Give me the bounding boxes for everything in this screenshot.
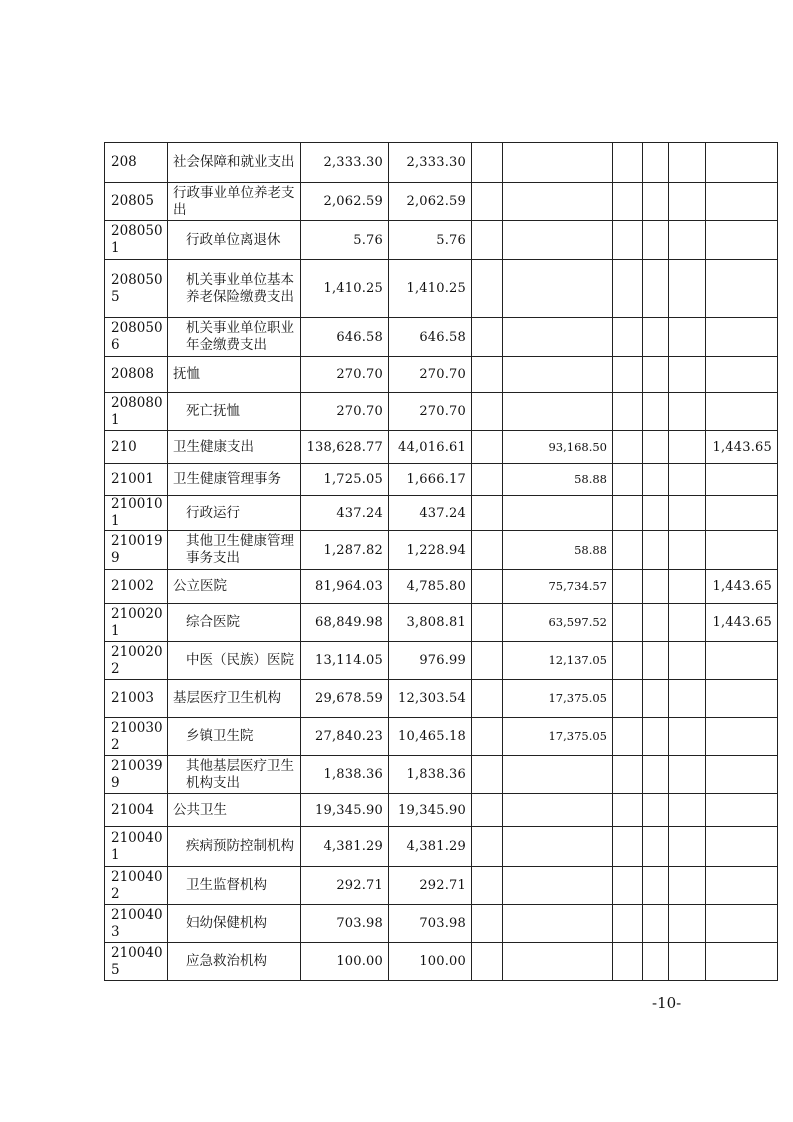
col3-cell <box>472 221 503 260</box>
table-row <box>105 570 778 604</box>
col2-cell: 3,808.81 <box>389 604 472 642</box>
table-row <box>105 905 778 943</box>
col7-cell <box>669 794 706 827</box>
total-cell: 27,840.23 <box>301 718 389 756</box>
name-cell: 行政运行 <box>168 496 301 531</box>
col7-cell <box>669 431 706 464</box>
col4-cell <box>503 827 613 867</box>
code-cell: 2080506 <box>105 318 168 357</box>
table-row <box>105 221 778 260</box>
col6-cell <box>643 393 669 431</box>
col6-cell <box>643 357 669 393</box>
col6-cell <box>643 642 669 680</box>
col3-cell <box>472 905 503 943</box>
col6-cell <box>643 794 669 827</box>
total-cell: 646.58 <box>301 318 389 357</box>
col8-cell: 1,443.65 <box>706 570 778 604</box>
col3-cell <box>472 496 503 531</box>
code-cell: 20808 <box>105 357 168 393</box>
code-cell: 21004 <box>105 794 168 827</box>
col3-cell <box>472 143 503 183</box>
table-row <box>105 318 778 357</box>
col6-cell <box>643 570 669 604</box>
total-cell: 1,410.25 <box>301 260 389 318</box>
col2-cell: 10,465.18 <box>389 718 472 756</box>
col5-cell <box>613 464 643 496</box>
total-cell: 270.70 <box>301 357 389 393</box>
col4-cell <box>503 496 613 531</box>
col7-cell <box>669 756 706 794</box>
col5-cell <box>613 496 643 531</box>
col7-cell <box>669 260 706 318</box>
col8-cell <box>706 943 778 981</box>
code-cell: 2100405 <box>105 943 168 981</box>
col2-cell: 703.98 <box>389 905 472 943</box>
total-cell: 19,345.90 <box>301 794 389 827</box>
col5-cell <box>613 318 643 357</box>
code-cell: 2100202 <box>105 642 168 680</box>
col3-cell <box>472 183 503 221</box>
col7-cell <box>669 393 706 431</box>
col8-cell <box>706 357 778 393</box>
code-cell: 2100401 <box>105 827 168 867</box>
code-cell: 2100199 <box>105 531 168 570</box>
col4-cell: 17,375.05 <box>503 680 613 718</box>
table-body <box>105 143 778 981</box>
code-cell: 2100302 <box>105 718 168 756</box>
name-cell: 卫生健康管理事务 <box>168 464 301 496</box>
code-cell: 2100201 <box>105 604 168 642</box>
name-cell: 其他基层医疗卫生机构支出 <box>168 756 301 794</box>
col6-cell <box>643 318 669 357</box>
col2-cell: 2,062.59 <box>389 183 472 221</box>
name-cell: 其他卫生健康管理事务支出 <box>168 531 301 570</box>
col7-cell <box>669 718 706 756</box>
col8-cell <box>706 318 778 357</box>
total-cell: 1,287.82 <box>301 531 389 570</box>
col8-cell <box>706 496 778 531</box>
col6-cell <box>643 604 669 642</box>
col8-cell <box>706 718 778 756</box>
name-cell: 基层医疗卫生机构 <box>168 680 301 718</box>
col3-cell <box>472 318 503 357</box>
table-row <box>105 531 778 570</box>
col7-cell <box>669 531 706 570</box>
table-row <box>105 794 778 827</box>
col7-cell <box>669 183 706 221</box>
col4-cell <box>503 183 613 221</box>
col5-cell <box>613 431 643 464</box>
col7-cell <box>669 867 706 905</box>
budget-table <box>104 142 778 981</box>
col4-cell: 58.88 <box>503 531 613 570</box>
col4-cell: 58.88 <box>503 464 613 496</box>
name-cell: 社会保障和就业支出 <box>168 143 301 183</box>
col5-cell <box>613 680 643 718</box>
col6-cell <box>643 905 669 943</box>
col3-cell <box>472 827 503 867</box>
col7-cell <box>669 318 706 357</box>
col7-cell <box>669 905 706 943</box>
col3-cell <box>472 393 503 431</box>
col5-cell <box>613 905 643 943</box>
name-cell: 应急救治机构 <box>168 943 301 981</box>
total-cell: 4,381.29 <box>301 827 389 867</box>
col5-cell <box>613 143 643 183</box>
table-row <box>105 827 778 867</box>
col7-cell <box>669 827 706 867</box>
col4-cell <box>503 221 613 260</box>
code-cell: 210 <box>105 431 168 464</box>
col8-cell <box>706 260 778 318</box>
total-cell: 2,333.30 <box>301 143 389 183</box>
col4-cell <box>503 260 613 318</box>
col4-cell <box>503 867 613 905</box>
col6-cell <box>643 431 669 464</box>
code-cell: 208 <box>105 143 168 183</box>
col5-cell <box>613 943 643 981</box>
col7-cell <box>669 943 706 981</box>
col2-cell: 1,666.17 <box>389 464 472 496</box>
name-cell: 行政事业单位养老支出 <box>168 183 301 221</box>
code-cell: 21003 <box>105 680 168 718</box>
col5-cell <box>613 867 643 905</box>
total-cell: 13,114.05 <box>301 642 389 680</box>
name-cell: 疾病预防控制机构 <box>168 827 301 867</box>
col6-cell <box>643 183 669 221</box>
table-row <box>105 943 778 981</box>
col4-cell <box>503 905 613 943</box>
col2-cell: 437.24 <box>389 496 472 531</box>
name-cell: 公立医院 <box>168 570 301 604</box>
col3-cell <box>472 756 503 794</box>
total-cell: 138,628.77 <box>301 431 389 464</box>
col4-cell <box>503 318 613 357</box>
table-row <box>105 260 778 318</box>
col2-cell: 4,785.80 <box>389 570 472 604</box>
total-cell: 1,725.05 <box>301 464 389 496</box>
table-row <box>105 183 778 221</box>
col8-cell <box>706 794 778 827</box>
col4-cell <box>503 143 613 183</box>
col4-cell: 93,168.50 <box>503 431 613 464</box>
total-cell: 5.76 <box>301 221 389 260</box>
col7-cell <box>669 570 706 604</box>
col4-cell: 75,734.57 <box>503 570 613 604</box>
col2-cell: 1,410.25 <box>389 260 472 318</box>
col5-cell <box>613 570 643 604</box>
col3-cell <box>472 531 503 570</box>
col4-cell: 12,137.05 <box>503 642 613 680</box>
col4-cell <box>503 756 613 794</box>
col6-cell <box>643 464 669 496</box>
name-cell: 乡镇卫生院 <box>168 718 301 756</box>
col3-cell <box>472 867 503 905</box>
col5-cell <box>613 827 643 867</box>
total-cell: 100.00 <box>301 943 389 981</box>
col6-cell <box>643 867 669 905</box>
col3-cell <box>472 642 503 680</box>
col2-cell: 44,016.61 <box>389 431 472 464</box>
total-cell: 1,838.36 <box>301 756 389 794</box>
col2-cell: 100.00 <box>389 943 472 981</box>
col2-cell: 976.99 <box>389 642 472 680</box>
col7-cell <box>669 221 706 260</box>
table-row <box>105 464 778 496</box>
name-cell: 卫生监督机构 <box>168 867 301 905</box>
name-cell: 公共卫生 <box>168 794 301 827</box>
col6-cell <box>643 143 669 183</box>
total-cell: 2,062.59 <box>301 183 389 221</box>
table-row <box>105 431 778 464</box>
col2-cell: 1,838.36 <box>389 756 472 794</box>
col7-cell <box>669 604 706 642</box>
col2-cell: 4,381.29 <box>389 827 472 867</box>
col6-cell <box>643 496 669 531</box>
col4-cell <box>503 794 613 827</box>
col3-cell <box>472 943 503 981</box>
col2-cell: 12,303.54 <box>389 680 472 718</box>
table-row <box>105 680 778 718</box>
total-cell: 29,678.59 <box>301 680 389 718</box>
code-cell: 20805 <box>105 183 168 221</box>
col5-cell <box>613 794 643 827</box>
col5-cell <box>613 183 643 221</box>
page-number: -10- <box>652 994 682 1012</box>
name-cell: 妇幼保健机构 <box>168 905 301 943</box>
code-cell: 2100101 <box>105 496 168 531</box>
col2-cell: 2,333.30 <box>389 143 472 183</box>
name-cell: 行政单位离退休 <box>168 221 301 260</box>
code-cell: 21002 <box>105 570 168 604</box>
col8-cell <box>706 642 778 680</box>
col6-cell <box>643 756 669 794</box>
col5-cell <box>613 642 643 680</box>
col3-cell <box>472 260 503 318</box>
table-row <box>105 143 778 183</box>
col7-cell <box>669 357 706 393</box>
col8-cell: 1,443.65 <box>706 604 778 642</box>
col3-cell <box>472 431 503 464</box>
col7-cell <box>669 680 706 718</box>
table-row <box>105 642 778 680</box>
col6-cell <box>643 221 669 260</box>
col3-cell <box>472 718 503 756</box>
col5-cell <box>613 756 643 794</box>
col5-cell <box>613 604 643 642</box>
col8-cell <box>706 183 778 221</box>
col7-cell <box>669 464 706 496</box>
name-cell: 机关事业单位职业年金缴费支出 <box>168 318 301 357</box>
name-cell: 综合医院 <box>168 604 301 642</box>
name-cell: 死亡抚恤 <box>168 393 301 431</box>
col5-cell <box>613 221 643 260</box>
col2-cell: 19,345.90 <box>389 794 472 827</box>
col8-cell <box>706 867 778 905</box>
col6-cell <box>643 827 669 867</box>
col6-cell <box>643 943 669 981</box>
table-row <box>105 867 778 905</box>
col5-cell <box>613 357 643 393</box>
col2-cell: 5.76 <box>389 221 472 260</box>
table-row <box>105 718 778 756</box>
col3-cell <box>472 464 503 496</box>
code-cell: 2100403 <box>105 905 168 943</box>
col8-cell <box>706 464 778 496</box>
total-cell: 68,849.98 <box>301 604 389 642</box>
col6-cell <box>643 680 669 718</box>
total-cell: 270.70 <box>301 393 389 431</box>
total-cell: 81,964.03 <box>301 570 389 604</box>
col7-cell <box>669 496 706 531</box>
total-cell: 703.98 <box>301 905 389 943</box>
col6-cell <box>643 260 669 318</box>
table-row <box>105 496 778 531</box>
col5-cell <box>613 718 643 756</box>
col4-cell <box>503 393 613 431</box>
col6-cell <box>643 718 669 756</box>
code-cell: 2080501 <box>105 221 168 260</box>
table-row <box>105 393 778 431</box>
col4-cell: 63,597.52 <box>503 604 613 642</box>
code-cell: 2100402 <box>105 867 168 905</box>
col2-cell: 270.70 <box>389 357 472 393</box>
col7-cell <box>669 642 706 680</box>
total-cell: 437.24 <box>301 496 389 531</box>
col4-cell: 17,375.05 <box>503 718 613 756</box>
col2-cell: 1,228.94 <box>389 531 472 570</box>
col8-cell: 1,443.65 <box>706 431 778 464</box>
col3-cell <box>472 357 503 393</box>
col3-cell <box>472 604 503 642</box>
code-cell: 2080505 <box>105 260 168 318</box>
col8-cell <box>706 393 778 431</box>
table-row <box>105 756 778 794</box>
name-cell: 机关事业单位基本养老保险缴费支出 <box>168 260 301 318</box>
col5-cell <box>613 393 643 431</box>
col2-cell: 646.58 <box>389 318 472 357</box>
col3-cell <box>472 794 503 827</box>
col3-cell <box>472 680 503 718</box>
col6-cell <box>643 531 669 570</box>
col5-cell <box>613 260 643 318</box>
col2-cell: 292.71 <box>389 867 472 905</box>
col8-cell <box>706 221 778 260</box>
code-cell: 21001 <box>105 464 168 496</box>
table-row <box>105 604 778 642</box>
col8-cell <box>706 143 778 183</box>
code-cell: 2100399 <box>105 756 168 794</box>
col8-cell <box>706 905 778 943</box>
total-cell: 292.71 <box>301 867 389 905</box>
table-row <box>105 357 778 393</box>
col4-cell <box>503 943 613 981</box>
col8-cell <box>706 680 778 718</box>
col8-cell <box>706 531 778 570</box>
col4-cell <box>503 357 613 393</box>
col2-cell: 270.70 <box>389 393 472 431</box>
name-cell: 中医（民族）医院 <box>168 642 301 680</box>
col8-cell <box>706 827 778 867</box>
name-cell: 卫生健康支出 <box>168 431 301 464</box>
col8-cell <box>706 756 778 794</box>
col3-cell <box>472 570 503 604</box>
code-cell: 2080801 <box>105 393 168 431</box>
col7-cell <box>669 143 706 183</box>
col5-cell <box>613 531 643 570</box>
name-cell: 抚恤 <box>168 357 301 393</box>
